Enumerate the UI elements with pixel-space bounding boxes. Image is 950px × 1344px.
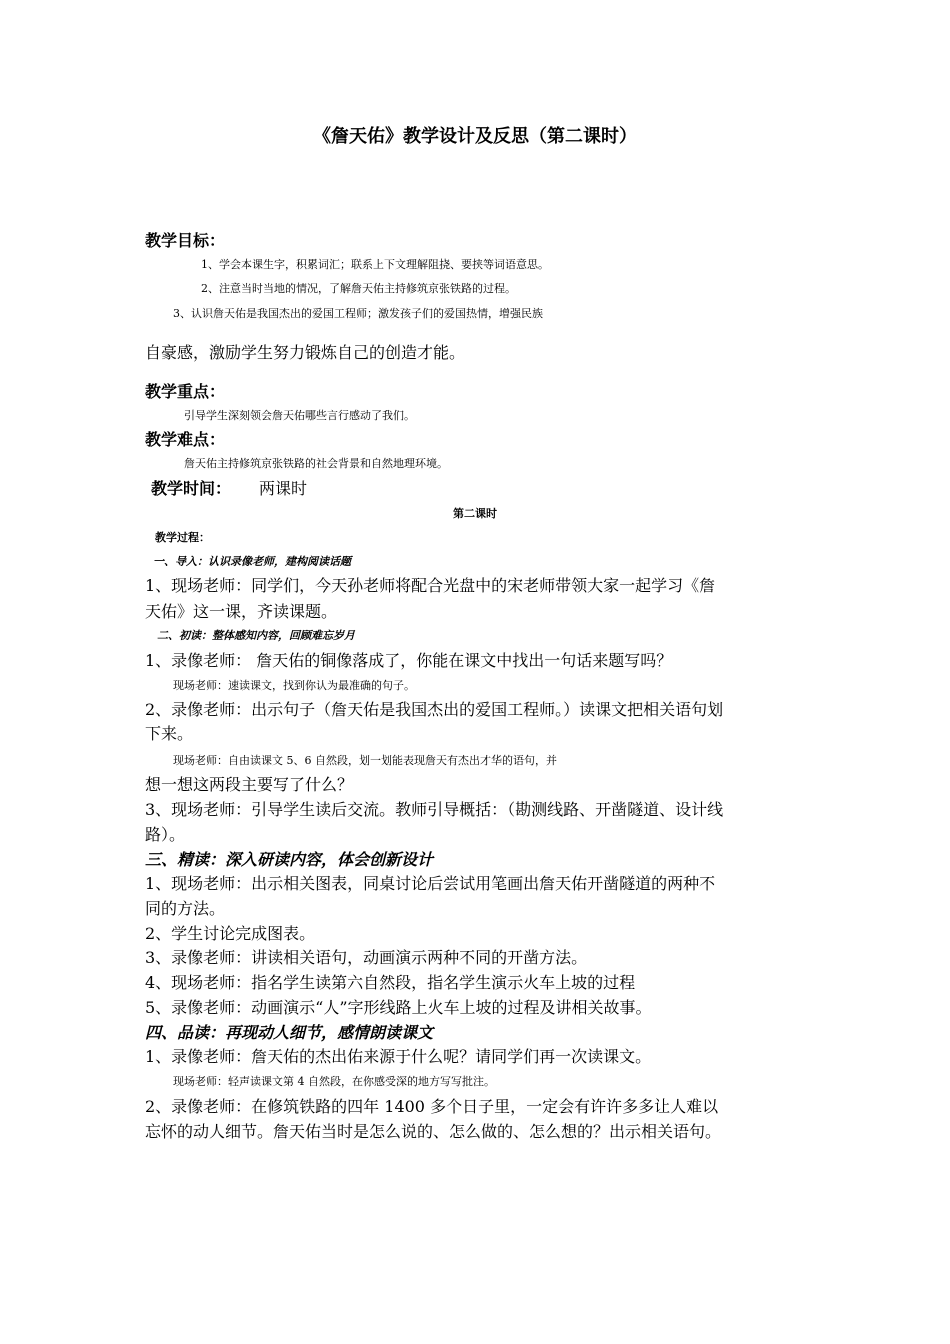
section-3-line-2: 同的方法。 — [145, 899, 226, 918]
section-2-line-3: 2、录像老师：出示句子（詹天佑是我国杰出的爱国工程师。）读课文把相关语句划 — [145, 700, 724, 719]
section-4-line-3: 2、录像老师：在修筑铁路的四年 1400 多个日子里，一定会有许许多多让人难以 — [145, 1097, 719, 1116]
section-1-line-2: 天佑》这一课，齐读课题。 — [145, 602, 338, 621]
section-3-line-4: 3、录像老师：讲读相关语句，动画演示两种不同的开凿方法。 — [145, 948, 588, 967]
objective-item-3-continued: 自豪感，激励学生努力锻炼自己的创造才能。 — [145, 343, 466, 362]
section-4-line-2: 现场老师：轻声读课文第 4 自然段，在你感受深的地方写写批注。 — [173, 1075, 495, 1088]
section-2-line-2: 现场老师：速读课文，找到你认为最准确的句子。 — [173, 679, 415, 692]
section-2-line-7: 3、现场老师：引导学生读后交流。教师引导概括：（勘测线路、开凿隧道、设计线 — [145, 800, 724, 819]
objective-item-3: 3、认识詹天佑是我国杰出的爱国工程师；激发孩子们的爱国热情，增强民族 — [173, 307, 543, 320]
objectives-heading: 教学目标： — [145, 231, 226, 250]
process-heading: 教学过程： — [155, 531, 210, 544]
section-1-line-1: 1、现场老师：同学们，今天孙老师将配合光盘中的宋老师带领大家一起学习《詹 — [145, 576, 716, 595]
time-text: 两课时 — [259, 479, 308, 498]
difficulty-heading: 教学难点： — [145, 430, 226, 449]
lesson-label: 第二课时 — [453, 507, 497, 520]
section-2-line-6: 想一想这两段主要写了什么？ — [145, 775, 354, 794]
key-point-text: 引导学生深刻领会詹天佑哪些言行感动了我们。 — [184, 409, 415, 422]
key-point-heading: 教学重点： — [145, 382, 226, 401]
section-2-line-1: 1、录像老师： 詹天佑的铜像落成了，你能在课文中找出一句话来题写吗？ — [145, 651, 673, 670]
section-2-line-5: 现场老师：自由读课文 5、6 自然段，划一划能表现詹天有杰出才华的语句，并 — [173, 754, 557, 767]
section-2-line-4: 下来。 — [145, 724, 194, 743]
section-2-title: 二、初读：整体感知内容，回顾难忘岁月 — [157, 629, 355, 642]
document-title: 《詹天佑》教学设计及反思（第二课时） — [313, 126, 637, 147]
section-1-title: 一、导入：认识录像老师，建构阅读话题 — [153, 555, 351, 568]
objective-item-2: 2、注意当时当地的情况，了解詹天佑主持修筑京张铁路的过程。 — [201, 282, 516, 295]
section-3-title: 三、精读：深入研读内容，体会创新设计 — [145, 850, 434, 869]
section-3-line-1: 1、现场老师：出示相关图表，同桌讨论后尝试用笔画出詹天佑开凿隧道的两种不 — [145, 874, 716, 893]
section-4-line-1: 1、录像老师：詹天佑的杰出佑来源于什么呢？请同学们再一次读课文。 — [145, 1047, 652, 1066]
objective-item-1: 1、学会本课生字，积累词汇；联系上下文理解阻挠、要挟等词语意思。 — [201, 258, 549, 271]
section-3-line-3: 2、学生讨论完成图表。 — [145, 924, 316, 943]
section-2-line-8: 路）。 — [145, 825, 186, 844]
difficulty-text: 詹天佑主持修筑京张铁路的社会背景和自然地理环境。 — [184, 457, 448, 470]
time-heading: 教学时间： — [151, 479, 232, 498]
section-3-line-6: 5、录像老师：动画演示“人”字形线路上火车上坡的过程及讲相关故事。 — [145, 998, 652, 1017]
section-4-line-4: 忘怀的动人细节。詹天佑当时是怎么说的、怎么做的、怎么想的？出示相关语句。 — [145, 1122, 722, 1141]
section-3-line-5: 4、现场老师：指名学生读第六自然段，指名学生演示火车上坡的过程 — [145, 973, 636, 992]
section-4-title: 四、品读：再现动人细节，感情朗读课文 — [145, 1023, 434, 1042]
